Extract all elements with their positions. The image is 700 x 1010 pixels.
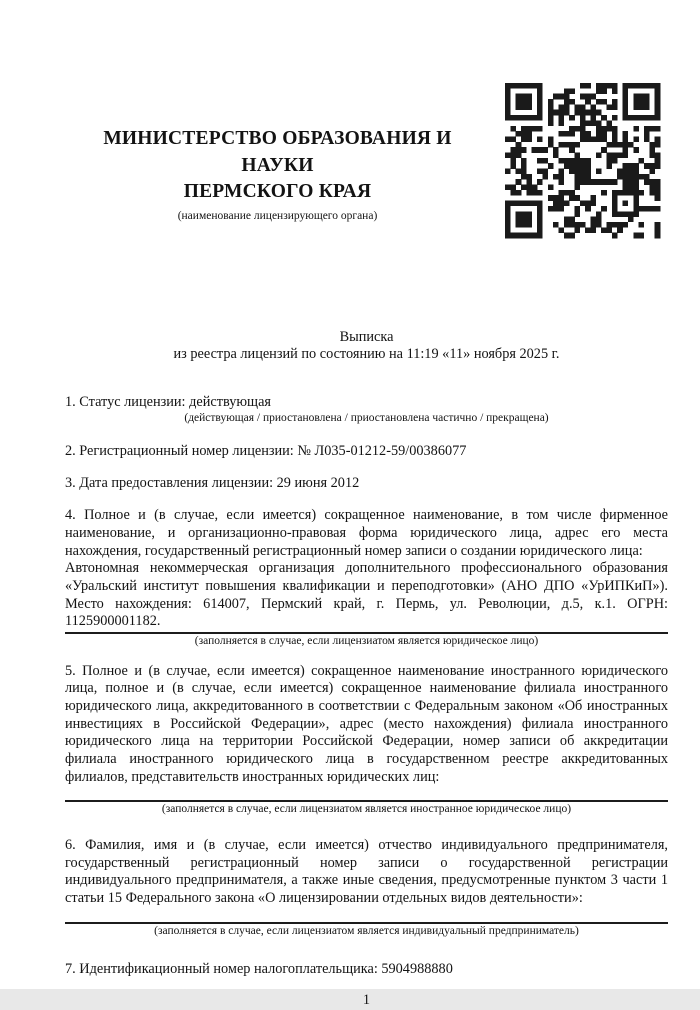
item-2-registration-number: 2. Регистрационный номер лицензии: № Л035-01212-59/00386077 (65, 442, 467, 459)
item-6-fill-line (65, 922, 668, 924)
item-5-caption: (заполняется в случае, если лицензиатом является иностранное юридическое лицо) (161, 803, 572, 816)
item-4-caption: (заполняется в случае, если лицензиатом является юридическое лицо) (194, 635, 539, 648)
item-1-caption: (действующая / приостановлена / приостановлена частично / прекращена) (184, 412, 549, 425)
authority-name-line2: ПЕРМСКОГО КРАЯ (183, 181, 372, 202)
document-title-line1: Выписка (339, 328, 394, 345)
item-4-legal-entity-value: Автономная некоммерческая организация дополнительного профессионального образования «Уральский институт повышения квалификации и переподготовки» (АНО ДПО «УрИПКиП»). Место нахождения: 614007, Пермский край, г. Пермь, ул. Революции, д.5, к.1. ОГРН: 1125900001182. (65, 560, 668, 630)
item-3-grant-date: 3. Дата предоставления лицензии: 29 июня 2012 (65, 475, 360, 492)
item-4-legal-entity-heading: 4. Полное и (в случае, если имеется) сокращенное наименование, в том числе фирменное наименование, и организационно-правовая форма юридического лица, адрес его места нахождения, государственный регистрационный номер записи о создании юридического лица: (65, 507, 668, 559)
page-number: 1 (362, 991, 371, 1008)
licensing-authority (65, 0, 490, 223)
qr-code-image (505, 83, 660, 238)
item-5-foreign-entity-heading: 5. Полное и (в случае, если имеется) сокращенное наименование иностранного юридического лица, полное и (в случае, если имеется) сокращенное наименование филиала иностранного юридического лица, аккредитованного в соответствии с Федеральным законом «Об иностранных инвестициях в Российской Федерации», адрес (место нахождения) филиала иностранного юридического лица на территории Российской Федерации, номер записи об аккредитации филиала иностранного юридического лица в государственном реестре аккредитованных филиалов, представительств иностранных юридических лиц: (65, 662, 668, 785)
item-7-taxpayer-number: 7. Идентификационный номер налогоплательщика: 5904988880 (65, 961, 453, 978)
document-title (65, 329, 668, 364)
item-6-entrepreneur-heading: 6. Фамилия, имя и (в случае, если имеется) отчество индивидуального предпринимателя, государственный регистрационный номер записи о государственной регистрации индивидуального предпринимателя, а также иные сведения, предусмотренные пунктом 3 части 1 статьи 15 Федерального закона «О лицензировании отдельных видов деятельности»: (65, 836, 668, 907)
qr-code (505, 83, 660, 238)
item-1-license-status: 1. Статус лицензии: действующая (65, 393, 271, 410)
item-4-fill-line (65, 632, 668, 634)
authority-caption: (наименование лицензирующего органа) (177, 209, 378, 222)
authority-name-line1: МИНИСТЕРСТВО ОБРАЗОВАНИЯ И НАУКИ (103, 128, 452, 176)
item-5-fill-line (65, 800, 668, 802)
authority-name (65, 126, 490, 206)
item-6-caption: (заполняется в случае, если лицензиатом является индивидуальный предприниматель) (154, 924, 579, 937)
document-title-line2: из реестра лицензий по состоянию на 11:19 «11» ноября 2025 г. (173, 346, 560, 362)
